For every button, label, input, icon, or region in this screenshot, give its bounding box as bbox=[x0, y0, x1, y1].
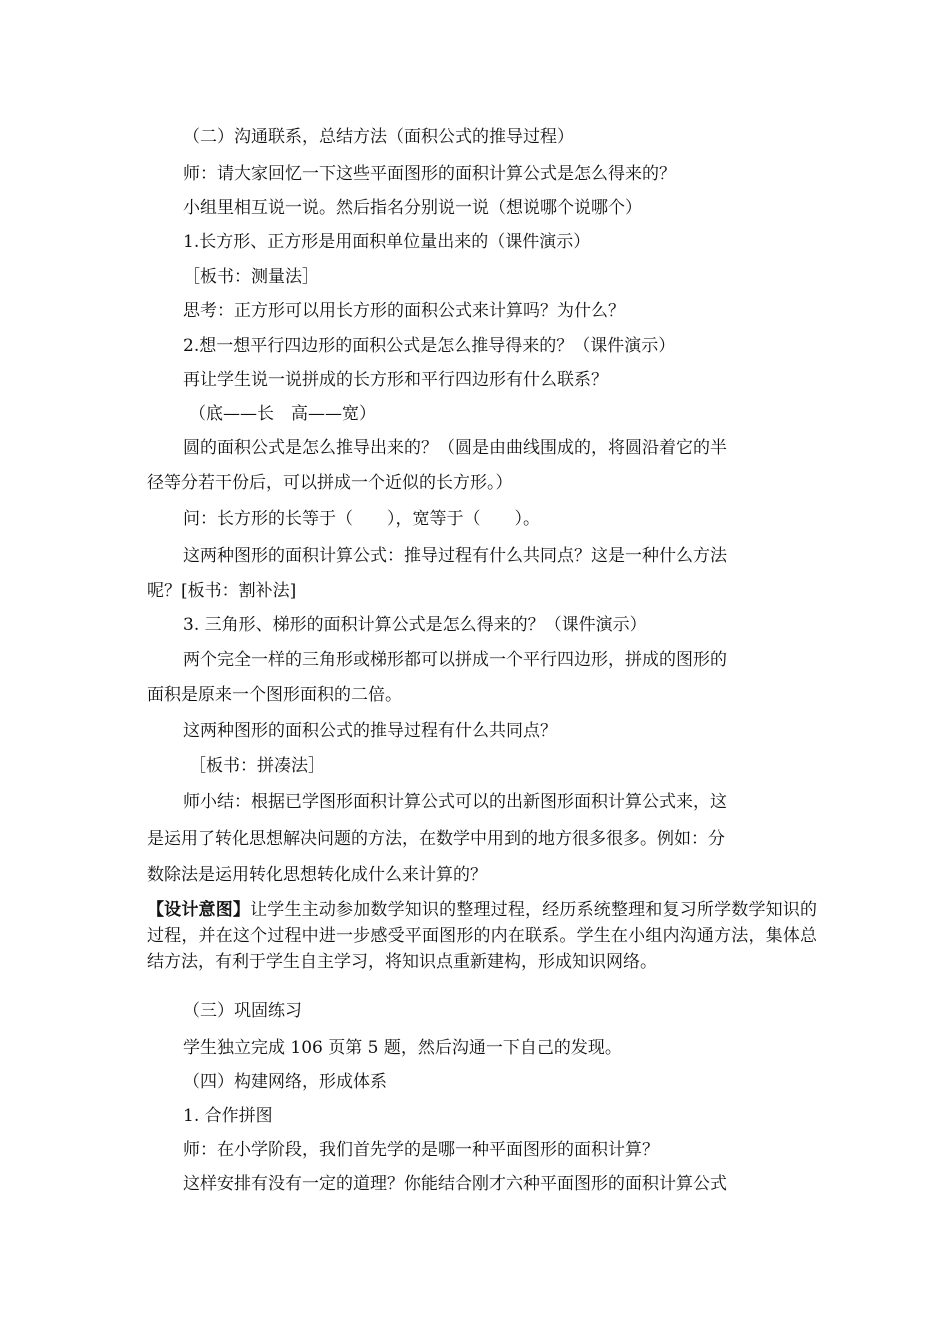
paragraph: 小组里相互说一说。然后指名分别说一说（想说哪个说哪个） bbox=[183, 198, 642, 218]
paragraph: 再让学生说一说拼成的长方形和平行四边形有什么联系？ bbox=[183, 370, 608, 390]
paragraph: 师：在小学阶段，我们首先学的是哪一种平面图形的面积计算？ bbox=[183, 1140, 659, 1160]
paragraph: 径等分若干份后，可以拼成一个近似的长方形。） bbox=[147, 473, 513, 493]
section-heading-3: （三）巩固练习 bbox=[183, 1001, 302, 1021]
paragraph: 圆的面积公式是怎么推导出来的？（圆是由曲线围成的，将圆沿着它的半 bbox=[183, 438, 727, 458]
design-intent-block bbox=[147, 897, 817, 975]
paragraph: 3. 三角形、梯形的面积计算公式是怎么得来的？（课件演示） bbox=[183, 615, 647, 635]
paragraph: 这样安排有没有一定的道理？你能结合刚才六种平面图形的面积计算公式 bbox=[183, 1174, 727, 1194]
paragraph: 1. 合作拼图 bbox=[183, 1106, 273, 1126]
section-heading-2: （二）沟通联系，总结方法（面积公式的推导过程） bbox=[183, 127, 574, 147]
paragraph: 1.长方形、正方形是用面积单位量出来的（课件演示） bbox=[183, 232, 591, 252]
paragraph: 两个完全一样的三角形或梯形都可以拼成一个平行四边形，拼成的图形的 bbox=[183, 650, 727, 670]
paragraph: 学生独立完成 106 页第 5 题，然后沟通一下自己的发现。 bbox=[183, 1038, 622, 1058]
paragraph: 思考：正方形可以用长方形的面积公式来计算吗？为什么？ bbox=[183, 301, 625, 321]
paragraph: 呢？[板书：割补法] bbox=[147, 581, 297, 601]
paragraph: ［板书：测量法］ bbox=[183, 267, 319, 287]
design-intent-text: 让学生主动参加数学知识的整理过程，经历系统整理和复习所学数学知识的过程，并在这个过程中进一步感受平面图形的内在联系。学生在小组内沟通方法，集体总结方法，有利于学生自主学习，将知识点重新建构，形成知识网络。 bbox=[147, 900, 818, 972]
paragraph: （底——长 高——宽） bbox=[189, 404, 376, 424]
paragraph: 是运用了转化思想解决问题的方法，在数学中用到的地方很多很多。例如：分 bbox=[147, 829, 725, 849]
paragraph: 这两种图形的面积公式的推导过程有什么共同点？ bbox=[183, 721, 557, 741]
paragraph: ［板书：拼凑法］ bbox=[189, 756, 325, 776]
paragraph: 数除法是运用转化思想转化成什么来计算的？ bbox=[147, 865, 487, 885]
section-heading-4: （四）构建网络，形成体系 bbox=[183, 1072, 387, 1092]
paragraph: 问：长方形的长等于（ ），宽等于（ ）。 bbox=[183, 509, 540, 529]
paragraph: 面积是原来一个图形面积的二倍。 bbox=[147, 685, 402, 705]
paragraph: 2.想一想平行四边形的面积公式是怎么推导得来的？（课件演示） bbox=[183, 336, 676, 356]
paragraph: 这两种图形的面积计算公式：推导过程有什么共同点？这是一种什么方法 bbox=[183, 546, 727, 566]
paragraph: 师小结：根据已学图形面积计算公式可以的出新图形面积计算公式来，这 bbox=[183, 792, 727, 812]
design-intent-label: 【设计意图】 bbox=[147, 900, 251, 920]
paragraph: 师：请大家回忆一下这些平面图形的面积计算公式是怎么得来的？ bbox=[183, 164, 676, 184]
